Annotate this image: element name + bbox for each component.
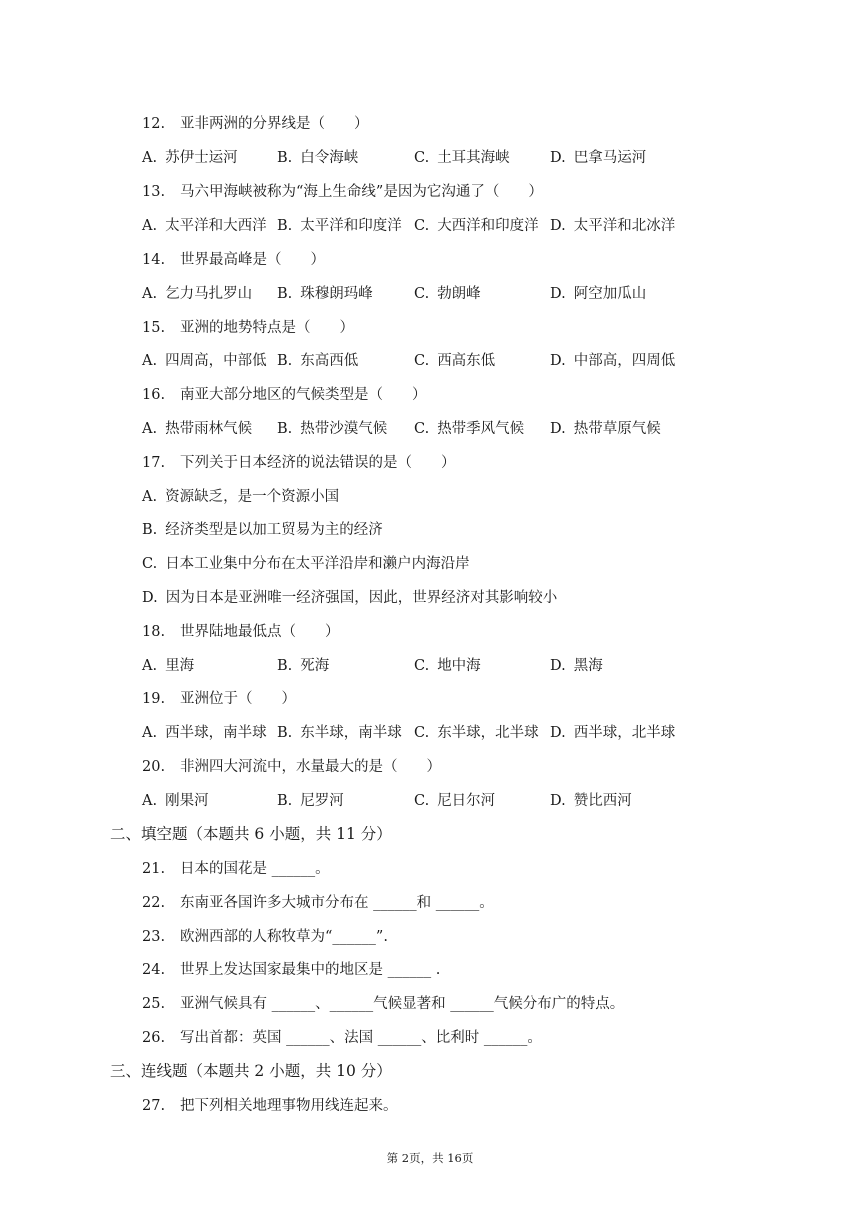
question-18: [142, 620, 340, 641]
option-d: D. 赞比西河: [550, 793, 632, 809]
options-15: [142, 349, 702, 369]
question-24: 24. 世界上发达国家最集中的地区是 ______ .: [142, 962, 441, 978]
question-20: [142, 755, 441, 776]
option-c: C. 东半球，北半球: [414, 725, 539, 741]
question-23: 23. 欧洲西部的人称牧草为“______”.: [142, 929, 388, 945]
option-a: A. 资源缺乏，是一个资源小国: [142, 489, 340, 505]
option-a: A. 乞力马扎罗山: [142, 286, 253, 302]
option-d: D. 黑海: [550, 658, 603, 674]
option-c: C. 大西洋和印度洋: [414, 218, 539, 234]
question-stem: 亚洲的地势特点是（ ）: [180, 320, 354, 336]
question-number: 20.: [142, 759, 166, 775]
question-stem: 马六甲海峡被称为“海上生命线”是因为它沟通了（ ）: [180, 184, 543, 200]
option-d: D. 太平洋和北冰洋: [550, 218, 676, 234]
option-b: B. 死海: [277, 658, 330, 674]
options-18: [142, 654, 702, 674]
section-title-matching: 三、连线题（本题共 2 小题，共 10 分）: [110, 1062, 392, 1080]
option-a: A. 热带雨林气候: [142, 421, 253, 437]
option-d: D. 因为日本是亚洲唯一经济强国，因此，世界经济对其影响较小: [142, 590, 558, 606]
option-d: D. 中部高，四周低: [550, 353, 676, 369]
option-b: B. 热带沙漠气候: [277, 421, 388, 437]
option-a: A. 里海: [142, 658, 195, 674]
option-d: D. 西半球，北半球: [550, 725, 676, 741]
option-b: B. 太平洋和印度洋: [277, 218, 402, 234]
options-14: [142, 282, 702, 302]
question-19: [142, 687, 296, 708]
options-12: [142, 146, 702, 166]
option-b: B. 白令海峡: [277, 150, 359, 166]
option-a: A. 西半球，南半球: [142, 725, 267, 741]
question-stem: 南亚大部分地区的气候类型是（ ）: [180, 387, 427, 403]
option-c: C. 尼日尔河: [414, 793, 496, 809]
question-number: 15.: [142, 320, 166, 336]
question-stem: 非洲四大河流中，水量最大的是（ ）: [180, 759, 441, 775]
option-c: C. 土耳其海峡: [414, 150, 510, 166]
page-footer: 第 2页，共 16页: [386, 1151, 474, 1165]
question-12: [142, 112, 369, 133]
option-d: D. 热带草原气候: [550, 421, 661, 437]
option-c: C. 热带季风气候: [414, 421, 525, 437]
options-20: [142, 789, 702, 809]
question-22: 22. 东南亚各国许多大城市分布在 ______和 ______。: [142, 895, 494, 911]
question-26: 26. 写出首都：英国 ______、法国 ______、比利时 ______。: [142, 1030, 542, 1046]
question-stem: 世界最高峰是（ ）: [180, 252, 325, 268]
options-16: [142, 417, 702, 437]
question-25: 25. 亚洲气候具有 ______、______气候显著和 ______气候分布广的特点。: [142, 996, 625, 1012]
question-number: 12.: [142, 116, 166, 132]
question-number: 13.: [142, 184, 166, 200]
option-b: B. 尼罗河: [277, 793, 344, 809]
option-c: C. 日本工业集中分布在太平洋沿岸和濑户内海沿岸: [142, 556, 470, 572]
question-21: 21. 日本的国花是 ______。: [142, 861, 330, 877]
question-16: [142, 383, 427, 404]
question-15: [142, 316, 354, 337]
option-a: A. 四周高，中部低: [142, 353, 267, 369]
question-stem: 亚非两洲的分界线是（ ）: [180, 116, 369, 132]
option-d: D. 巴拿马运河: [550, 150, 647, 166]
question-stem: 下列关于日本经济的说法错误的是（ ）: [180, 455, 456, 471]
option-d: D. 阿空加瓜山: [550, 286, 647, 302]
question-stem: 世界陆地最低点（ ）: [180, 624, 340, 640]
question-number: 18.: [142, 624, 166, 640]
section-title-fill-in: 二、填空题（本题共 6 小题，共 11 分）: [110, 825, 392, 843]
options-13: [142, 214, 702, 234]
question-14: [142, 248, 325, 269]
question-stem: 亚洲位于（ ）: [180, 691, 296, 707]
options-19: [142, 721, 702, 741]
question-number: 17.: [142, 455, 166, 471]
option-b: B. 东半球，南半球: [277, 725, 402, 741]
option-b: B. 东高西低: [277, 353, 359, 369]
question-number: 16.: [142, 387, 166, 403]
question-number: 19.: [142, 691, 166, 707]
option-b: B. 珠穆朗玛峰: [277, 286, 373, 302]
option-a: A. 太平洋和大西洋: [142, 218, 267, 234]
question-number: 14.: [142, 252, 166, 268]
question-13: [142, 180, 543, 201]
option-a: A. 苏伊士运河: [142, 150, 238, 166]
option-b: B. 经济类型是以加工贸易为主的经济: [142, 522, 383, 538]
question-17: [142, 451, 456, 472]
option-a: A. 刚果河: [142, 793, 209, 809]
option-c: C. 地中海: [414, 658, 481, 674]
question-27: 27. 把下列相关地理事物用线连起来。: [142, 1098, 398, 1114]
option-c: C. 西高东低: [414, 353, 496, 369]
option-c: C. 勃朗峰: [414, 286, 481, 302]
